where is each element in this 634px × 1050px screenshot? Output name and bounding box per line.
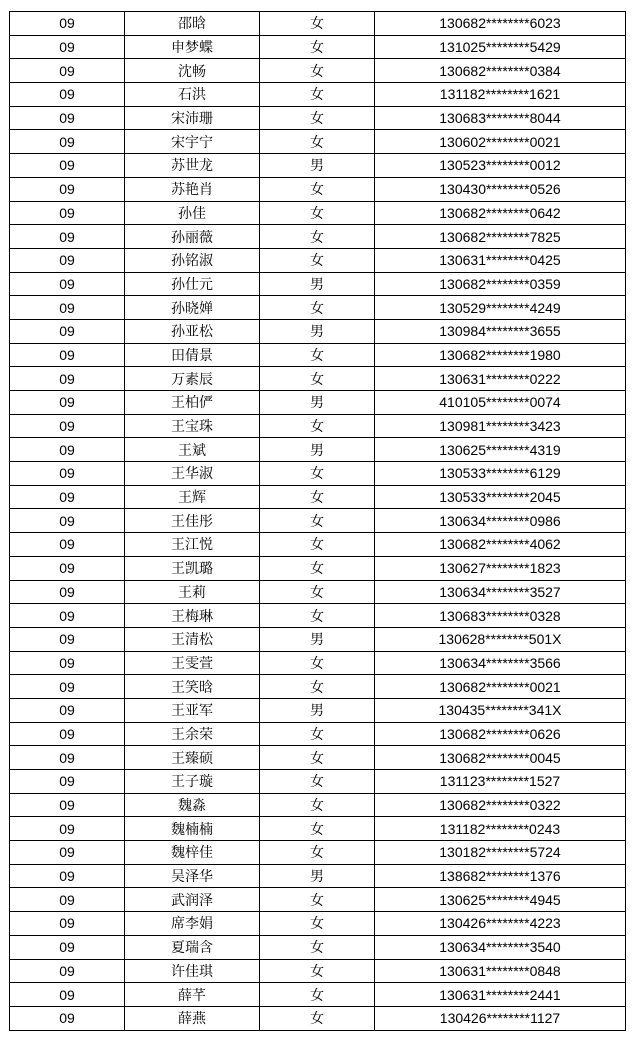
table-row bbox=[10, 817, 626, 841]
gender-cell: 女 bbox=[260, 770, 375, 794]
table-row bbox=[10, 83, 626, 107]
class-cell: 09 bbox=[10, 485, 125, 509]
id-number-cell: 130631********0425 bbox=[375, 248, 626, 272]
class-cell: 09 bbox=[10, 509, 125, 533]
class-cell: 09 bbox=[10, 83, 125, 107]
name-cell: 魏淼 bbox=[125, 793, 260, 817]
table-row bbox=[10, 177, 626, 201]
table-row bbox=[10, 793, 626, 817]
gender-cell: 男 bbox=[260, 319, 375, 343]
table-row bbox=[10, 367, 626, 391]
table-row bbox=[10, 296, 626, 320]
class-cell: 09 bbox=[10, 675, 125, 699]
name-cell: 孙佳 bbox=[125, 201, 260, 225]
gender-cell: 女 bbox=[260, 296, 375, 320]
name-cell: 王梅琳 bbox=[125, 604, 260, 628]
name-cell: 苏艳肖 bbox=[125, 177, 260, 201]
gender-cell: 女 bbox=[260, 841, 375, 865]
gender-cell: 女 bbox=[260, 83, 375, 107]
table-row bbox=[10, 604, 626, 628]
name-cell: 苏世龙 bbox=[125, 154, 260, 178]
class-cell: 09 bbox=[10, 201, 125, 225]
class-cell: 09 bbox=[10, 604, 125, 628]
table-row bbox=[10, 272, 626, 296]
class-cell: 09 bbox=[10, 746, 125, 770]
gender-cell: 女 bbox=[260, 485, 375, 509]
table-row bbox=[10, 391, 626, 415]
table-row bbox=[10, 722, 626, 746]
id-number-cell: 138682********1376 bbox=[375, 864, 626, 888]
class-cell: 09 bbox=[10, 177, 125, 201]
student-roster-table bbox=[9, 11, 626, 1031]
table-row bbox=[10, 675, 626, 699]
gender-cell: 女 bbox=[260, 225, 375, 249]
name-cell: 王臻硕 bbox=[125, 746, 260, 770]
name-cell: 石洪 bbox=[125, 83, 260, 107]
class-cell: 09 bbox=[10, 59, 125, 83]
class-cell: 09 bbox=[10, 106, 125, 130]
name-cell: 王斌 bbox=[125, 438, 260, 462]
table-row bbox=[10, 651, 626, 675]
table-row bbox=[10, 106, 626, 130]
id-number-cell: 130529********4249 bbox=[375, 296, 626, 320]
gender-cell: 女 bbox=[260, 651, 375, 675]
id-number-cell: 130682********7825 bbox=[375, 225, 626, 249]
gender-cell: 男 bbox=[260, 438, 375, 462]
gender-cell: 女 bbox=[260, 533, 375, 557]
gender-cell: 女 bbox=[260, 201, 375, 225]
gender-cell: 女 bbox=[260, 935, 375, 959]
class-cell: 09 bbox=[10, 864, 125, 888]
name-cell: 王笑晗 bbox=[125, 675, 260, 699]
table-row bbox=[10, 343, 626, 367]
id-number-cell: 130426********4223 bbox=[375, 912, 626, 936]
gender-cell: 女 bbox=[260, 462, 375, 486]
name-cell: 田倩景 bbox=[125, 343, 260, 367]
id-number-cell: 130523********0012 bbox=[375, 154, 626, 178]
id-number-cell: 130682********0322 bbox=[375, 793, 626, 817]
class-cell: 09 bbox=[10, 414, 125, 438]
gender-cell: 女 bbox=[260, 912, 375, 936]
name-cell: 武润泽 bbox=[125, 888, 260, 912]
gender-cell: 女 bbox=[260, 675, 375, 699]
class-cell: 09 bbox=[10, 935, 125, 959]
name-cell: 宋宇宁 bbox=[125, 130, 260, 154]
class-cell: 09 bbox=[10, 438, 125, 462]
name-cell: 王宝珠 bbox=[125, 414, 260, 438]
table-row bbox=[10, 438, 626, 462]
id-number-cell: 130682********0045 bbox=[375, 746, 626, 770]
gender-cell: 女 bbox=[260, 580, 375, 604]
gender-cell: 女 bbox=[260, 1006, 375, 1030]
id-number-cell: 130682********0021 bbox=[375, 675, 626, 699]
table-row bbox=[10, 959, 626, 983]
class-cell: 09 bbox=[10, 793, 125, 817]
table-row bbox=[10, 770, 626, 794]
table-row bbox=[10, 462, 626, 486]
id-number-cell: 130435********341X bbox=[375, 698, 626, 722]
table-row bbox=[10, 1006, 626, 1030]
table-row bbox=[10, 888, 626, 912]
gender-cell: 女 bbox=[260, 983, 375, 1007]
id-number-cell: 130682********0359 bbox=[375, 272, 626, 296]
id-number-cell: 130634********0986 bbox=[375, 509, 626, 533]
table-row bbox=[10, 319, 626, 343]
id-number-cell: 130533********2045 bbox=[375, 485, 626, 509]
id-number-cell: 130682********4062 bbox=[375, 533, 626, 557]
gender-cell: 女 bbox=[260, 35, 375, 59]
table-row bbox=[10, 414, 626, 438]
class-cell: 09 bbox=[10, 651, 125, 675]
id-number-cell: 130634********3540 bbox=[375, 935, 626, 959]
name-cell: 王余荣 bbox=[125, 722, 260, 746]
roster-body bbox=[10, 12, 626, 1031]
name-cell: 宋沛珊 bbox=[125, 106, 260, 130]
table-row bbox=[10, 556, 626, 580]
name-cell: 王子璇 bbox=[125, 770, 260, 794]
table-row bbox=[10, 59, 626, 83]
id-number-cell: 130602********0021 bbox=[375, 130, 626, 154]
gender-cell: 女 bbox=[260, 793, 375, 817]
gender-cell: 女 bbox=[260, 12, 375, 36]
id-number-cell: 130682********0626 bbox=[375, 722, 626, 746]
name-cell: 夏瑞含 bbox=[125, 935, 260, 959]
table-row bbox=[10, 627, 626, 651]
id-number-cell: 130634********3527 bbox=[375, 580, 626, 604]
gender-cell: 女 bbox=[260, 959, 375, 983]
id-number-cell: 130631********0222 bbox=[375, 367, 626, 391]
name-cell: 邵晗 bbox=[125, 12, 260, 36]
id-number-cell: 130430********0526 bbox=[375, 177, 626, 201]
name-cell: 魏梓佳 bbox=[125, 841, 260, 865]
id-number-cell: 130182********5724 bbox=[375, 841, 626, 865]
gender-cell: 女 bbox=[260, 604, 375, 628]
name-cell: 王亚军 bbox=[125, 698, 260, 722]
id-number-cell: 130634********3566 bbox=[375, 651, 626, 675]
name-cell: 王江悦 bbox=[125, 533, 260, 557]
table-row bbox=[10, 864, 626, 888]
id-number-cell: 130682********0384 bbox=[375, 59, 626, 83]
id-number-cell: 410105********0074 bbox=[375, 391, 626, 415]
name-cell: 席李娟 bbox=[125, 912, 260, 936]
gender-cell: 女 bbox=[260, 888, 375, 912]
gender-cell: 女 bbox=[260, 177, 375, 201]
class-cell: 09 bbox=[10, 983, 125, 1007]
name-cell: 孙铭淑 bbox=[125, 248, 260, 272]
table-row bbox=[10, 935, 626, 959]
id-number-cell: 130981********3423 bbox=[375, 414, 626, 438]
id-number-cell: 131182********0243 bbox=[375, 817, 626, 841]
id-number-cell: 131123********1527 bbox=[375, 770, 626, 794]
table-row bbox=[10, 698, 626, 722]
id-number-cell: 130682********6023 bbox=[375, 12, 626, 36]
class-cell: 09 bbox=[10, 154, 125, 178]
id-number-cell: 130683********8044 bbox=[375, 106, 626, 130]
table-row bbox=[10, 154, 626, 178]
name-cell: 孙亚松 bbox=[125, 319, 260, 343]
name-cell: 薛芊 bbox=[125, 983, 260, 1007]
name-cell: 申梦蝶 bbox=[125, 35, 260, 59]
class-cell: 09 bbox=[10, 272, 125, 296]
table-row bbox=[10, 912, 626, 936]
id-number-cell: 130682********0642 bbox=[375, 201, 626, 225]
class-cell: 09 bbox=[10, 698, 125, 722]
gender-cell: 女 bbox=[260, 248, 375, 272]
name-cell: 王柏俨 bbox=[125, 391, 260, 415]
id-number-cell: 131182********1621 bbox=[375, 83, 626, 107]
id-number-cell: 130631********2441 bbox=[375, 983, 626, 1007]
gender-cell: 女 bbox=[260, 343, 375, 367]
name-cell: 孙晓婵 bbox=[125, 296, 260, 320]
class-cell: 09 bbox=[10, 580, 125, 604]
class-cell: 09 bbox=[10, 959, 125, 983]
id-number-cell: 130426********1127 bbox=[375, 1006, 626, 1030]
table-row bbox=[10, 485, 626, 509]
gender-cell: 男 bbox=[260, 272, 375, 296]
class-cell: 09 bbox=[10, 391, 125, 415]
gender-cell: 女 bbox=[260, 509, 375, 533]
table-row bbox=[10, 533, 626, 557]
gender-cell: 女 bbox=[260, 130, 375, 154]
gender-cell: 男 bbox=[260, 154, 375, 178]
table-row bbox=[10, 746, 626, 770]
class-cell: 09 bbox=[10, 319, 125, 343]
class-cell: 09 bbox=[10, 462, 125, 486]
table-row bbox=[10, 35, 626, 59]
class-cell: 09 bbox=[10, 130, 125, 154]
class-cell: 09 bbox=[10, 722, 125, 746]
class-cell: 09 bbox=[10, 225, 125, 249]
class-cell: 09 bbox=[10, 35, 125, 59]
name-cell: 王辉 bbox=[125, 485, 260, 509]
name-cell: 薛燕 bbox=[125, 1006, 260, 1030]
gender-cell: 女 bbox=[260, 106, 375, 130]
gender-cell: 女 bbox=[260, 59, 375, 83]
class-cell: 09 bbox=[10, 367, 125, 391]
class-cell: 09 bbox=[10, 343, 125, 367]
class-cell: 09 bbox=[10, 888, 125, 912]
class-cell: 09 bbox=[10, 248, 125, 272]
name-cell: 王雯萱 bbox=[125, 651, 260, 675]
class-cell: 09 bbox=[10, 841, 125, 865]
id-number-cell: 130625********4945 bbox=[375, 888, 626, 912]
table-row bbox=[10, 201, 626, 225]
name-cell: 孙丽薇 bbox=[125, 225, 260, 249]
class-cell: 09 bbox=[10, 12, 125, 36]
class-cell: 09 bbox=[10, 817, 125, 841]
id-number-cell: 130625********4319 bbox=[375, 438, 626, 462]
name-cell: 魏楠楠 bbox=[125, 817, 260, 841]
gender-cell: 女 bbox=[260, 746, 375, 770]
class-cell: 09 bbox=[10, 912, 125, 936]
name-cell: 万素辰 bbox=[125, 367, 260, 391]
table-row bbox=[10, 580, 626, 604]
gender-cell: 女 bbox=[260, 817, 375, 841]
id-number-cell: 131025********5429 bbox=[375, 35, 626, 59]
id-number-cell: 130984********3655 bbox=[375, 319, 626, 343]
name-cell: 王清松 bbox=[125, 627, 260, 651]
id-number-cell: 130628********501X bbox=[375, 627, 626, 651]
table-row bbox=[10, 130, 626, 154]
gender-cell: 女 bbox=[260, 556, 375, 580]
name-cell: 王华淑 bbox=[125, 462, 260, 486]
name-cell: 王佳彤 bbox=[125, 509, 260, 533]
table-row bbox=[10, 225, 626, 249]
name-cell: 王凯璐 bbox=[125, 556, 260, 580]
name-cell: 王莉 bbox=[125, 580, 260, 604]
class-cell: 09 bbox=[10, 627, 125, 651]
class-cell: 09 bbox=[10, 556, 125, 580]
id-number-cell: 130631********0848 bbox=[375, 959, 626, 983]
gender-cell: 男 bbox=[260, 864, 375, 888]
table-row bbox=[10, 509, 626, 533]
gender-cell: 男 bbox=[260, 627, 375, 651]
gender-cell: 女 bbox=[260, 414, 375, 438]
class-cell: 09 bbox=[10, 533, 125, 557]
name-cell: 孙仕元 bbox=[125, 272, 260, 296]
class-cell: 09 bbox=[10, 1006, 125, 1030]
id-number-cell: 130682********1980 bbox=[375, 343, 626, 367]
gender-cell: 女 bbox=[260, 722, 375, 746]
class-cell: 09 bbox=[10, 770, 125, 794]
class-cell: 09 bbox=[10, 296, 125, 320]
name-cell: 许佳琪 bbox=[125, 959, 260, 983]
gender-cell: 男 bbox=[260, 698, 375, 722]
gender-cell: 男 bbox=[260, 391, 375, 415]
name-cell: 沈畅 bbox=[125, 59, 260, 83]
id-number-cell: 130533********6129 bbox=[375, 462, 626, 486]
name-cell: 吴泽华 bbox=[125, 864, 260, 888]
table-row bbox=[10, 983, 626, 1007]
gender-cell: 女 bbox=[260, 367, 375, 391]
table-row bbox=[10, 12, 626, 36]
id-number-cell: 130683********0328 bbox=[375, 604, 626, 628]
table-row bbox=[10, 248, 626, 272]
id-number-cell: 130627********1823 bbox=[375, 556, 626, 580]
table-row bbox=[10, 841, 626, 865]
